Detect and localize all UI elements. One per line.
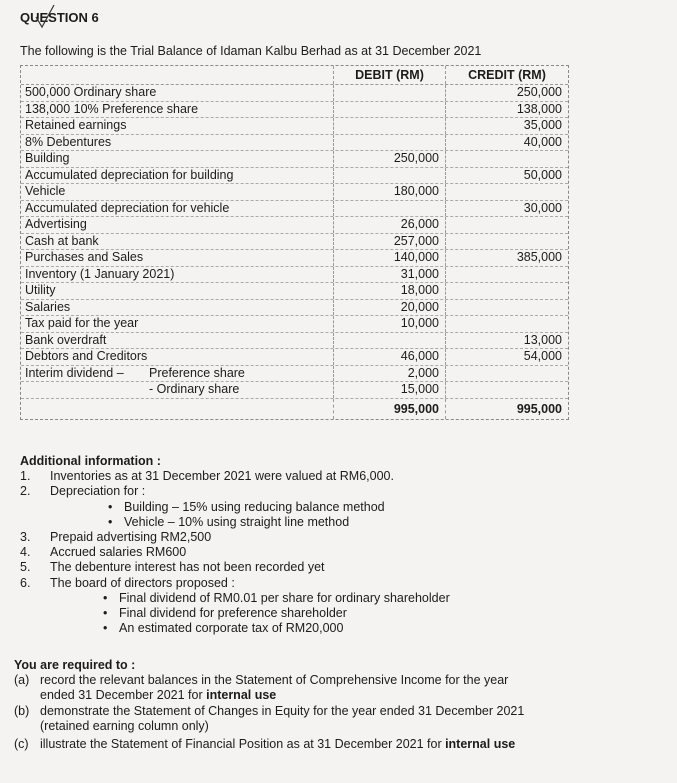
info-item: 1. Inventories as at 31 December 2021 were valued at RM6,000. — [20, 469, 394, 484]
bullet-icon: • — [103, 590, 108, 605]
bullet-icon: • — [103, 606, 108, 621]
bullet-item: • Final dividend of RM0.01 per share for ordinary shareholder — [103, 590, 450, 605]
total-credit: 995,000 — [516, 401, 562, 416]
row-debit — [334, 168, 446, 184]
row-debit: 2,000 — [334, 366, 446, 382]
row-debit: 26,000 — [334, 217, 446, 233]
table-row — [21, 300, 568, 317]
total-row — [21, 399, 568, 419]
bullet-icon: • — [108, 499, 113, 514]
table-row — [21, 267, 568, 284]
row-label: 8% Debentures — [25, 134, 112, 149]
bullet-icon: • — [108, 514, 113, 529]
handwritten-checkmark-icon — [30, 3, 70, 29]
additional-information — [20, 454, 660, 636]
row-debit: 46,000 — [334, 349, 446, 365]
row-debit: 257,000 — [334, 234, 446, 250]
row-label: Interim dividend – — [25, 365, 124, 380]
row-debit: 10,000 — [334, 316, 446, 332]
row-debit: 15,000 — [334, 382, 446, 398]
table-row — [21, 349, 568, 366]
row-credit — [446, 316, 568, 332]
info-item: 4. Accrued salaries RM600 — [20, 545, 187, 560]
table-row — [21, 135, 568, 152]
row-credit: 385,000 — [516, 250, 562, 264]
header-label — [21, 66, 334, 84]
table-row — [21, 201, 568, 218]
info-item: 3. Prepaid advertising RM2,500 — [20, 530, 212, 545]
row-label: Vehicle — [25, 184, 66, 198]
row-credit — [446, 283, 568, 299]
row-credit — [446, 217, 568, 233]
row-credit: 40,000 — [523, 134, 562, 149]
bullet-item: • Final dividend for preference shareholder — [103, 606, 347, 621]
requirements: You are required to : (a) record the relevant balances in the Statement of Comprehensive Income for the year ended 31 December 2021 for internal use (b) demonstrate the Statement of Changes in Equity for the year ended 31 December 2021 (retained earning column only) (c) illustrate the Statement of Financial Position as at 31 December 2021 for internal use — [14, 658, 604, 752]
row-credit — [446, 267, 568, 283]
row-label: Utility — [25, 283, 56, 297]
row-credit — [446, 382, 568, 398]
table-row — [21, 168, 568, 185]
row-credit: 250,000 — [516, 85, 562, 99]
bullet-icon: • — [103, 621, 108, 636]
row-label: Building — [25, 151, 70, 165]
row-label: 500,000 Ordinary share — [25, 85, 157, 99]
row-label: 138,000 10% Preference share — [25, 101, 199, 116]
table-row — [21, 234, 568, 251]
table-row — [21, 151, 568, 168]
row-label: Retained earnings — [25, 118, 127, 132]
bullet-item: • An estimated corporate tax of RM20,000 — [103, 621, 344, 636]
table-row — [21, 333, 568, 350]
info-item: 5. The debenture interest has not been recorded yet — [20, 560, 325, 575]
table-row — [21, 102, 568, 119]
intro-text: The following is the Trial Balance of Idaman Kalbu Berhad as at 31 December 2021 — [20, 44, 482, 58]
row-debit — [334, 102, 446, 118]
row-credit: 13,000 — [523, 332, 562, 347]
table-row — [21, 283, 568, 300]
row-label: Tax paid for the year — [25, 316, 139, 330]
trial-balance-table — [20, 65, 569, 420]
header-debit: DEBIT (RM) — [334, 66, 446, 84]
required-heading: You are required to : — [14, 658, 136, 672]
row-credit — [446, 366, 568, 382]
bullet-item: • Building – 15% using reducing balance method — [108, 499, 385, 514]
total-debit: 995,000 — [334, 399, 446, 419]
table-row — [21, 382, 568, 399]
table-row — [21, 85, 568, 102]
row-debit: 18,000 — [334, 283, 446, 299]
requirement-a: (a) record the relevant balances in the Statement of Comprehensive Income for the year — [14, 672, 509, 687]
header-credit: CREDIT (RM) — [468, 68, 546, 82]
row-debit — [334, 118, 446, 134]
row-debit — [334, 201, 446, 217]
info-item: 6. The board of directors proposed : • Final dividend of RM0.01 per share for ordinary shareholder • Final dividend for preference shareholder • An estimated corporate tax of RM20,000 — [20, 576, 660, 637]
row-debit: 250,000 — [334, 151, 446, 167]
row-credit: 54,000 — [523, 349, 562, 363]
row-label: Accumulated depreciation for vehicle — [25, 200, 230, 215]
table-header — [21, 66, 568, 85]
row-label: Accumulated depreciation for building — [25, 167, 234, 182]
requirement-c: (c) illustrate the Statement of Financial Position as at 31 December 2021 for internal use — [14, 736, 516, 751]
row-credit — [446, 300, 568, 316]
row-debit — [334, 135, 446, 151]
row-label: Advertising — [25, 217, 87, 231]
row-label: Bank overdraft — [25, 332, 107, 347]
requirement-b: (b) demonstrate the Statement of Changes in Equity for the year ended 31 December 2021 — [14, 704, 525, 719]
row-label: Salaries — [25, 299, 71, 314]
row-label: Purchases and Sales — [25, 250, 144, 264]
table-row — [21, 118, 568, 135]
row-credit: 35,000 — [523, 118, 562, 132]
row-sublabel: Preference share — [149, 365, 245, 380]
table-row — [21, 250, 568, 267]
additional-heading: Additional information : — [20, 454, 161, 468]
table-row — [21, 316, 568, 333]
row-debit — [334, 333, 446, 349]
row-label: Debtors and Creditors — [25, 349, 148, 363]
bullet-item: • Vehicle – 10% using straight line method — [108, 514, 350, 529]
table-row — [21, 217, 568, 234]
row-debit: 180,000 — [334, 184, 446, 200]
row-credit: 138,000 — [516, 101, 562, 116]
row-debit: 31,000 — [334, 267, 446, 283]
row-sublabel: - Ordinary share — [149, 382, 240, 396]
row-credit — [446, 184, 568, 200]
table-row — [21, 184, 568, 201]
row-credit — [446, 234, 568, 250]
row-credit — [446, 151, 568, 167]
row-label: Cash at bank — [25, 233, 99, 248]
info-item: 2. Depreciation for : • Building – 15% using reducing balance method • Vehicle – 10% using straight line method — [20, 484, 660, 530]
row-credit: 50,000 — [523, 167, 562, 182]
row-debit: 140,000 — [334, 250, 446, 266]
row-credit: 30,000 — [523, 200, 562, 215]
row-debit: 20,000 — [334, 300, 446, 316]
row-label: Inventory (1 January 2021) — [25, 266, 175, 281]
question-title: QUESTION 6 — [20, 10, 99, 25]
table-row — [21, 366, 568, 383]
row-debit — [334, 85, 446, 101]
